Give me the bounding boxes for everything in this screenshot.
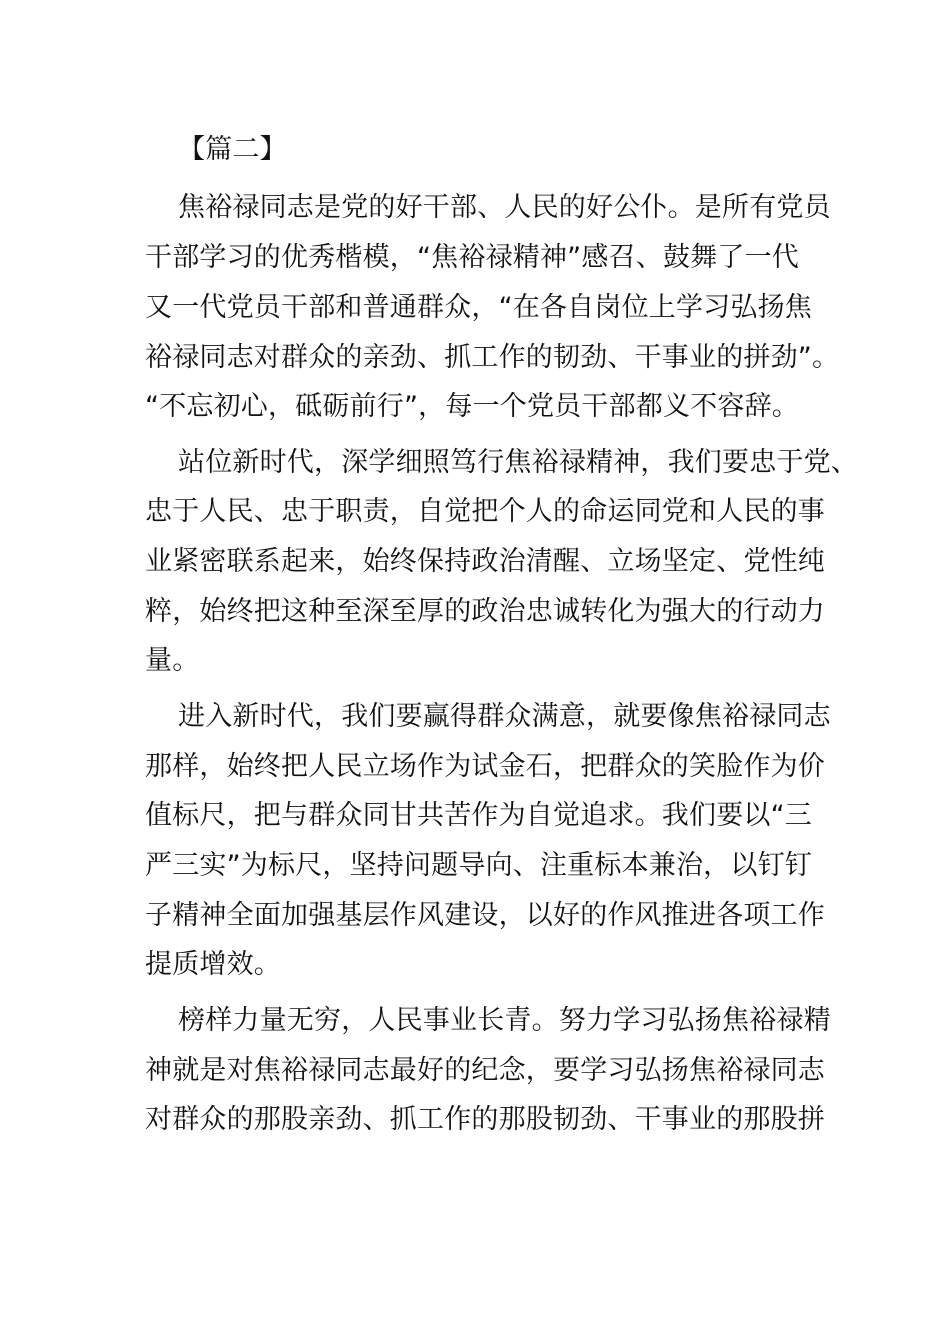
paragraph-3-line-5: 子精神全面加强基层作风建设，以好的作风推进各项工作 (145, 900, 825, 931)
paragraph-3-line-2: 那样，始终把人民立场作为试金石，把群众的笑脸作为价 (145, 751, 825, 782)
paragraph-3-line-1: 进入新时代，我们要赢得群众满意，就要像焦裕禄同志 (178, 701, 831, 732)
paragraph-1-line-3: 又一代党员干部和普通群众，“在各自岗位上学习弘扬焦 (145, 292, 812, 323)
paragraph-4-line-3: 对群众的那股亲劲、抓工作的那股韧劲、干事业的那股拼 (145, 1104, 825, 1135)
paragraph-1-line-5: “不忘初心，砥砺前行”，每一个党员干部都义不容辞。 (145, 391, 799, 422)
paragraph-3-line-6: 提质增效。 (145, 949, 281, 980)
paragraph-4-line-1: 榜样力量无穷，人民事业长青。努力学习弘扬焦裕禄精 (178, 1005, 831, 1036)
paragraph-1-line-1: 焦裕禄同志是党的好干部、人民的好公仆。是所有党员 (178, 192, 831, 223)
paragraph-2-line-3: 业紧密联系起来，始终保持政治清醒、立场坚定、党性纯 (145, 546, 825, 577)
paragraph-3-line-4: 严三实”为标尺，坚持问题导向、注重标本兼治，以钉钉 (145, 850, 812, 881)
paragraph-1-line-2: 干部学习的优秀楷模，“焦裕禄精神”感召、鼓舞了一代 (145, 242, 799, 273)
paragraph-1-line-4: 裕禄同志对群众的亲劲、抓工作的韧劲、干事业的拼劲”。 (145, 342, 840, 373)
paragraph-2-line-5: 量。 (145, 645, 200, 676)
paragraph-4-line-2: 神就是对焦裕禄同志最好的纪念，要学习弘扬焦裕禄同志 (145, 1055, 825, 1086)
paragraph-3-line-3: 值标尺，把与群众同甘共苦作为自觉追求。我们要以“三 (145, 800, 812, 831)
paragraph-2-line-4: 粹，始终把这种至深至厚的政治忠诚转化为强大的行动力 (145, 596, 825, 627)
paragraph-2-line-2: 忠于人民、忠于职责，自觉把个人的命运同党和人民的事 (145, 496, 825, 527)
paragraph-2-line-1: 站位新时代，深学细照笃行焦裕禄精神，我们要忠于党、 (178, 447, 858, 478)
section-heading: 【篇二】 (178, 134, 287, 165)
